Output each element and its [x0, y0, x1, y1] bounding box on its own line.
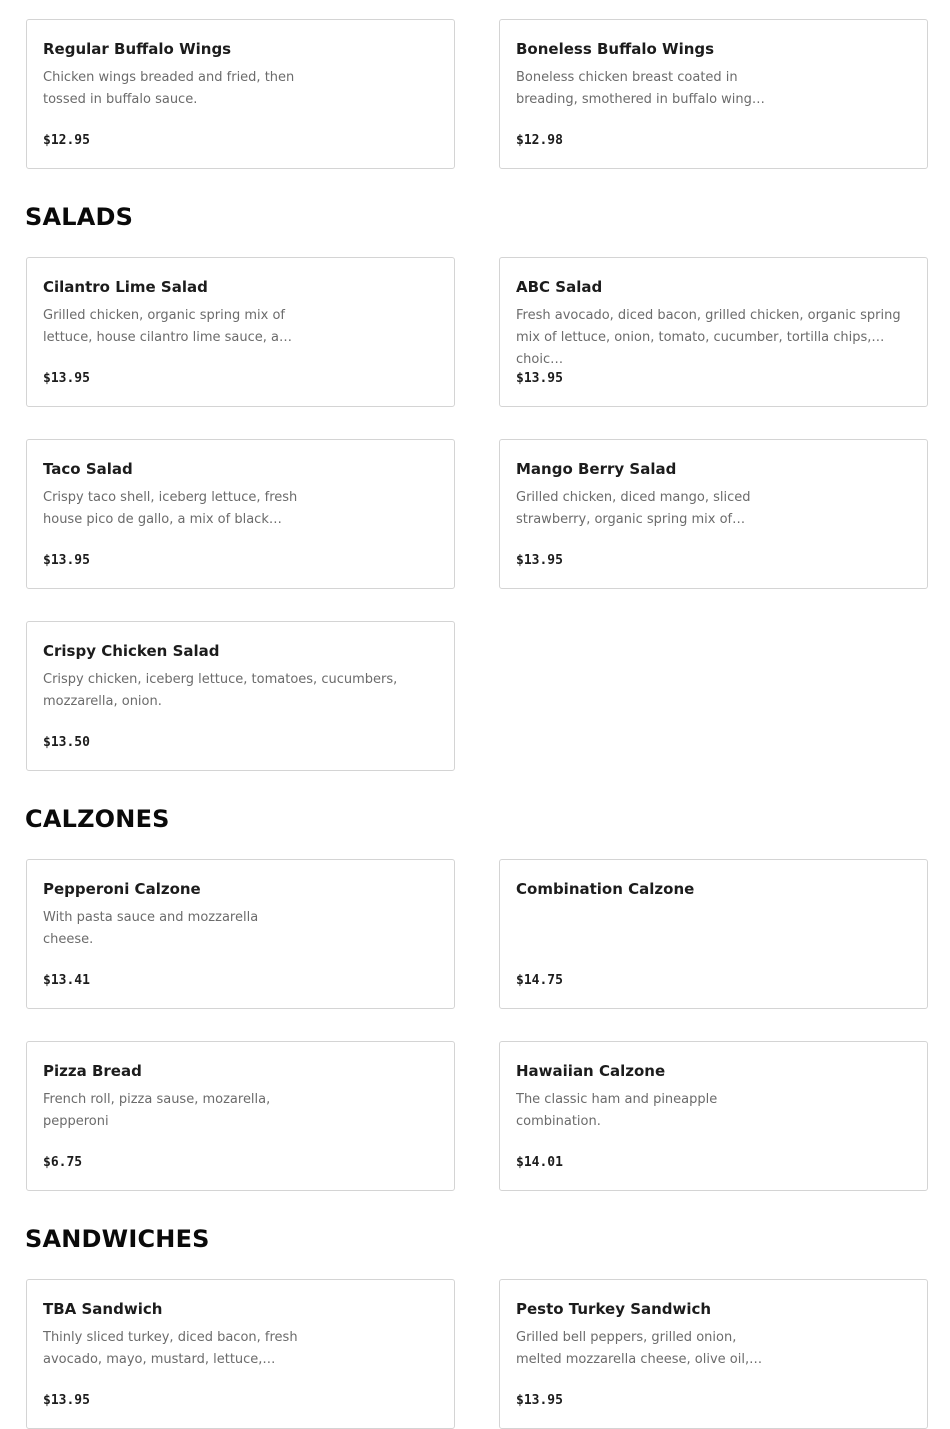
item-description: Crispy taco shell, iceberg lettuce, fresh house pico de gallo, a mix of black… — [43, 490, 298, 527]
menu-item-card[interactable] — [26, 19, 455, 169]
item-description: Grilled chicken, organic spring mix of lettuce, house cilantro lime sauce, a… — [43, 308, 292, 345]
item-name: TBA Sandwich — [43, 1300, 163, 1318]
item-name: Crispy Chicken Salad — [43, 642, 220, 660]
item-name: Pizza Bread — [43, 1062, 142, 1080]
item-description: Boneless chicken breast coated in breading, smothered in buffalo wing… — [516, 70, 765, 107]
menu-item-card[interactable] — [26, 1279, 455, 1429]
item-description: Crispy chicken, iceberg lettuce, tomatoes, cucumbers, mozzarella, onion. — [43, 672, 398, 709]
item-price: $13.95 — [516, 371, 563, 386]
section-title-calzones: CALZONES — [25, 805, 170, 833]
item-description: French roll, pizza sause, mozarella, pepperoni — [43, 1092, 271, 1129]
menu-item-card[interactable] — [499, 439, 928, 589]
item-description: Grilled bell peppers, grilled onion, melted mozzarella cheese, olive oil,… — [516, 1330, 763, 1367]
menu-item-card[interactable] — [499, 859, 928, 1009]
item-price: $13.95 — [43, 371, 90, 386]
item-name: Pepperoni Calzone — [43, 880, 201, 898]
item-name: Mango Berry Salad — [516, 460, 677, 478]
item-price: $14.01 — [516, 1155, 563, 1170]
item-description: The classic ham and pineapple combination. — [516, 1092, 718, 1129]
item-price: $13.95 — [516, 1393, 563, 1408]
item-price: $13.50 — [43, 735, 90, 750]
item-name: Boneless Buffalo Wings — [516, 40, 715, 58]
item-price: $13.95 — [43, 1393, 90, 1408]
menu-item-card[interactable] — [499, 1279, 928, 1429]
section-title-sandwiches: SANDWICHES — [25, 1225, 210, 1253]
item-description: Grilled chicken, diced mango, sliced strawberry, organic spring mix of… — [516, 490, 751, 527]
item-price: $14.75 — [516, 973, 563, 988]
menu-item-card[interactable] — [499, 19, 928, 169]
item-price: $12.95 — [43, 133, 90, 148]
item-price: $6.75 — [43, 1155, 83, 1170]
item-price: $13.95 — [516, 553, 563, 568]
item-price: $13.95 — [43, 553, 90, 568]
menu-item-card[interactable] — [26, 439, 455, 589]
item-name: Cilantro Lime Salad — [43, 278, 208, 296]
menu-item-card[interactable] — [26, 257, 455, 407]
item-name: Regular Buffalo Wings — [43, 40, 232, 58]
menu-item-card[interactable] — [26, 621, 455, 771]
section-title-salads: SALADS — [25, 203, 134, 231]
item-description: Fresh avocado, diced bacon, grilled chicken, organic spring mix of lettuce, onion, tomato, cucumber, tortilla chips, choic… — [516, 308, 901, 367]
item-name: Taco Salad — [43, 460, 133, 478]
item-price: $12.98 — [516, 133, 563, 148]
item-price: $13.41 — [43, 973, 90, 988]
menu-item-card[interactable] — [26, 1041, 455, 1191]
item-name: Pesto Turkey Sandwich — [516, 1300, 712, 1318]
item-description: With pasta sauce and mozzarella cheese. — [43, 910, 259, 947]
menu-item-card[interactable] — [499, 1041, 928, 1191]
item-description: Thinly sliced turkey, diced bacon, fresh avocado, mayo, mustard, lettuce,… — [43, 1330, 298, 1367]
item-description: Chicken wings breaded and fried, then tossed in buffalo sauce. — [43, 70, 295, 107]
item-name: Hawaiian Calzone — [516, 1062, 666, 1080]
item-name: ABC Salad — [516, 278, 603, 296]
menu-item-card[interactable] — [499, 257, 928, 407]
item-name: Combination Calzone — [516, 880, 695, 898]
menu-item-card[interactable] — [26, 859, 455, 1009]
